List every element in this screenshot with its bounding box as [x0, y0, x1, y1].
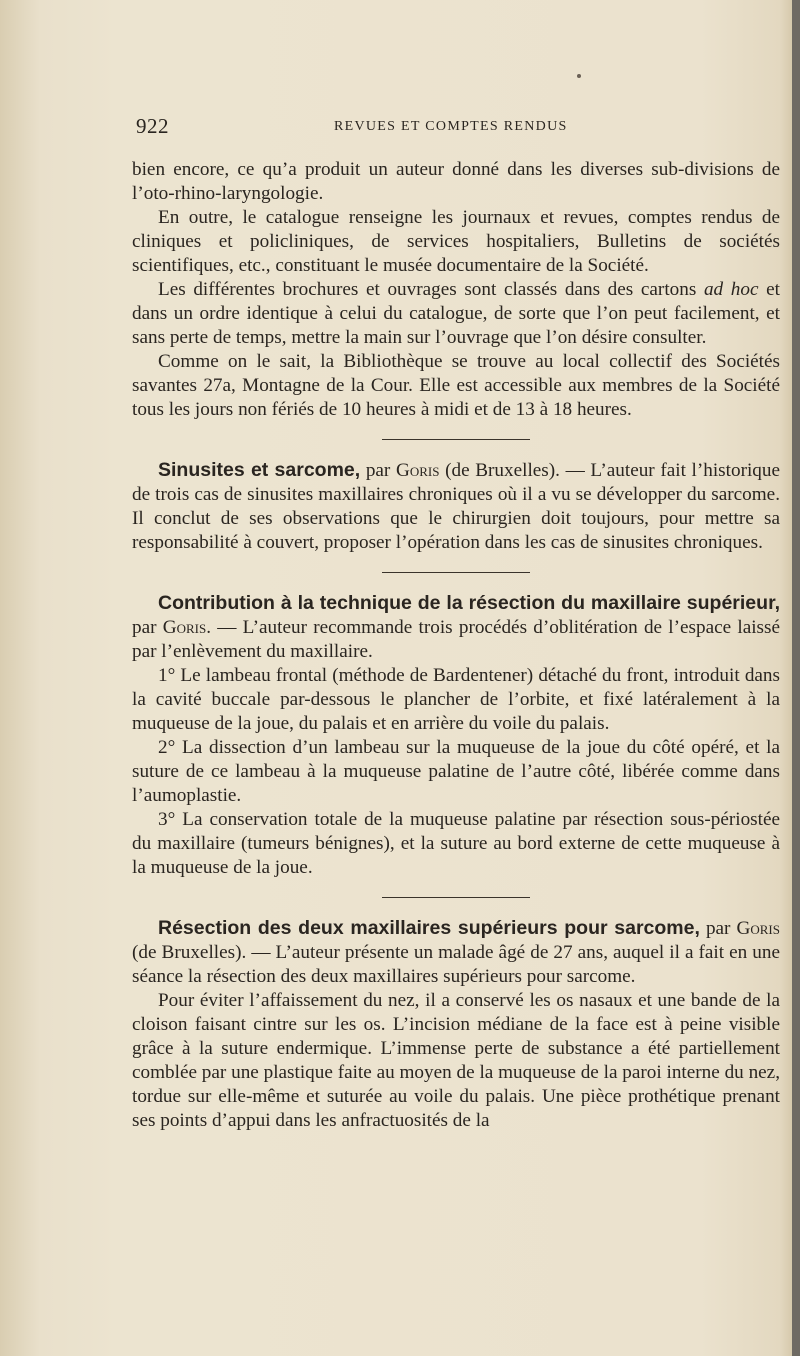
procedure-item-2: 2° La dissection d’un lambeau sur la muqueuse de la joue du côté opéré, et la suture de ce lambeau à la muqueuse palatine de l’autre côté, libérée comme dans l’aumoplastie. — [132, 737, 780, 806]
section-divider — [382, 439, 530, 440]
scan-edge — [792, 0, 800, 1356]
intro-p3-italic: ad hoc — [703, 279, 759, 300]
section-divider — [382, 572, 530, 573]
section-title: Sinusites et sarcome, — [158, 459, 361, 481]
section-text: . — L’auteur recommande trois procédés d’oblitération de l’espace laissé par l’enlèvement du maxillaire. — [132, 617, 780, 662]
section-par: par — [360, 460, 396, 481]
section-title: Résection des deux maxillaires supérieurs pour sarcome, — [158, 917, 700, 939]
intro-paragraph-3 — [132, 278, 780, 350]
intro-paragraph-2: En outre, le catalogue renseigne les journaux et revues, comptes rendus de cliniques et policliniques, de services hospitaliers, Bulletins de sociétés scientifiques, etc., constituant le musée documentaire de la Société. — [132, 207, 780, 276]
page-number: 922 — [136, 114, 169, 138]
page-header — [136, 114, 776, 140]
procedure-item-3: 3° La conservation totale de la muqueuse palatine par résection sous-périostée du maxillaire (tumeurs bénignes), et la suture au bord externe de cette muqueuse à la muqueuse de la joue. — [132, 809, 780, 878]
resection-paragraph-2: Pour éviter l’affaissement du nez, il a conservé les os nasaux et une bande de la cloison faisant cintre sur les os. L’incision médiane de la face est à peine visible grâce à la suture endermique. L’immense perte de substance a été partiellement comblée par une plastique faite au moyen de la muqueuse de la paroi interne du nez, tordue sur elle-même et suturée au voile du palais. Une pièce prothétique prenant ses points d’appui dans les anfractuosités de la — [132, 990, 780, 1131]
procedure-item-1: 1° Le lambeau frontal (méthode de Bardentener) détaché du front, introduit dans la cavité buccale par-dessous le plancher de l’orbite, et fixé latéralement à la muqueuse de la joue, du palais et en arrière du voile du palais. — [132, 665, 780, 734]
author-name: Goris — [736, 918, 780, 939]
intro-paragraph-4: Comme on le sait, la Bibliothèque se trouve au local collectif des Sociétés savantes 27a, Montagne de la Cour. Elle est accessible aux membres de la Société tous les jours non fériés de 10 heures à midi et de 13 à 18 heures. — [132, 351, 780, 420]
section-par: par — [699, 918, 737, 939]
intro-paragraph-1: bien encore, ce qu’a produit un auteur donné dans les diverses sub-divisions de l’oto-rhino-laryngologie. — [132, 159, 780, 204]
page-body — [132, 158, 780, 1133]
section-text: (de Bruxelles). — L’auteur présente un malade âgé de 27 ans, auquel il a fait en une séance la résection des deux maxillaires supérieurs pour sarcome. — [132, 942, 780, 987]
running-head: REVUES ET COMPTES RENDUS — [334, 119, 568, 134]
section-resection — [132, 916, 780, 989]
section-contribution — [132, 591, 780, 664]
intro-p3-text-b: et dans un ordre identique à celui du catalogue, de sorte que l’on peut facilement, et sans perte de temps, mettre la main sur l’ouvrage que l’on désire consulter. — [132, 279, 780, 348]
section-sinusites — [132, 458, 780, 555]
section-divider — [382, 897, 530, 898]
author-name: Goris — [395, 460, 440, 481]
intro-p3-text-a: Les différentes brochures et ouvrages sont classés dans des cartons — [158, 279, 704, 300]
section-title: Contribution à la technique de la résection du maxillaire supérieur, — [158, 592, 780, 614]
section-text: (de Bruxelles). — L’auteur fait l’historique de trois cas de sinusites maxillaires chroniques où il a vu se développer du sarcome. Il conclut de ses observations que le chirurgien doit toujours, pour mettre sa responsabilité à couvert, proposer l’opération dans les cas de sinusites chroniques. — [132, 460, 780, 553]
author-name: Goris — [162, 617, 207, 638]
section-par: par — [132, 617, 163, 638]
ink-speck — [577, 74, 581, 78]
